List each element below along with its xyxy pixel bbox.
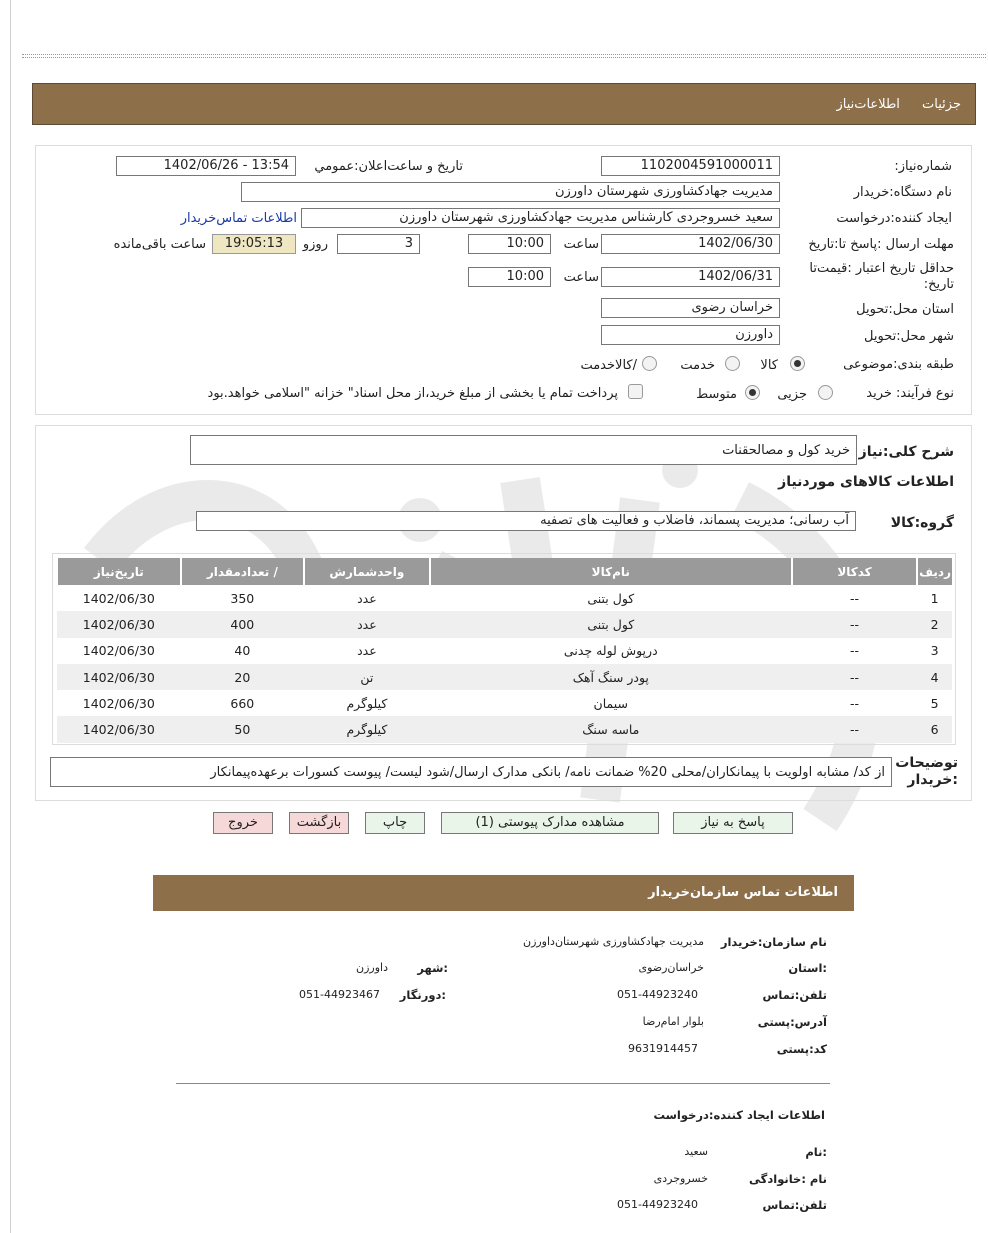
creator-family-label: نام :خانوادگی (749, 1172, 827, 1186)
address-label: آدرس:پستی (757, 1015, 827, 1029)
cell-code: -- (792, 611, 917, 637)
deadline-label: مهلت ارسال :پاسخ تا:تاریخ (808, 237, 954, 252)
process-medium-label: متوسط (696, 387, 737, 402)
table-row (57, 716, 952, 742)
reply-button[interactable]: پاسخ به نیاز (673, 812, 793, 834)
fax-value: 051-44923467 (299, 988, 380, 1001)
left-border-line (10, 0, 11, 1233)
cell-code: -- (792, 664, 917, 690)
remaining-label: ساعت باقی‌مانده (113, 237, 206, 252)
group-field: آب رسانی؛ مدیریت پسماند، فاضلاب و فعالیت های تصفیه (196, 511, 856, 531)
header-details-tab[interactable]: جزئیات (922, 97, 961, 112)
creator-label: ایجاد کننده:درخواست (836, 211, 952, 226)
category-service-label: خدمت (680, 358, 715, 373)
fax-label: :دورنگار (399, 988, 446, 1002)
header-info-tab[interactable]: اطلاعات‌نیاز (836, 97, 900, 112)
phone-value: 051-44923240 (617, 988, 698, 1001)
process-small-label: جزیی (777, 387, 807, 402)
category-both-radio[interactable] (642, 356, 657, 371)
notes-field: از کد/ مشابه اولویت با پیمانکاران/محلی 20% ضمانت نامه/ بانکی مدارک ارسال/شود لیست/ پیوست کسورات برعهده‌پیمانکار (50, 757, 892, 787)
city-contact-label: :شهر (417, 961, 448, 975)
province-contact-label: :استان (788, 961, 827, 975)
city-label: شهر محل:تحویل (864, 329, 954, 344)
cell-unit: کیلوگرم (304, 716, 430, 742)
notes-label: توضیحات :خریدار (895, 755, 958, 788)
process-small-radio[interactable] (818, 385, 833, 400)
process-label: نوع فرآیند: خرید (866, 386, 954, 401)
table-row (57, 690, 952, 716)
cell-date: 1402/06/30 (57, 690, 181, 716)
table-row (57, 664, 952, 690)
cell-date: 1402/06/30 (57, 716, 181, 742)
cell-qty: 40 (181, 638, 305, 664)
exit-button[interactable]: خروج (213, 812, 273, 834)
print-button[interactable]: چاپ (365, 812, 425, 834)
deadline-date-field: 1402/06/30 (601, 234, 780, 254)
table-row (57, 638, 952, 664)
category-service-radio[interactable] (725, 356, 740, 371)
cell-row: 5 (917, 690, 952, 716)
cell-unit: کیلوگرم (304, 690, 430, 716)
validity-time-field: 10:00 (468, 267, 551, 287)
cell-row: 1 (917, 585, 952, 611)
creator-field: سعید خسروجردی کارشناس مدیریت جهادکشاورزی شهرستان داورزن (301, 208, 780, 228)
cell-date: 1402/06/30 (57, 611, 181, 637)
org-value: مدیریت جهادکشاورزی شهرستان‌داورزن (522, 935, 704, 948)
cell-row: 3 (917, 638, 952, 664)
category-both-label: /کالاخدمت (580, 358, 637, 373)
remaining-time: 19:05:13 (212, 234, 296, 254)
cell-name: سیمان (430, 690, 792, 716)
goods-info-title: اطلاعات کالاهای موردنیاز (778, 474, 954, 490)
col-code: کدکالا (792, 558, 917, 585)
category-goods-label: کالا (760, 358, 778, 373)
dotted-separator (22, 54, 986, 58)
cell-unit: عدد (304, 585, 430, 611)
table-header-row (57, 558, 952, 585)
validity-time-label: ساعت (563, 270, 599, 285)
cell-name: ماسه سنگ (430, 716, 792, 742)
validity-label: حداقل تاریخ اعتبار :قیمت‌تا تاریخ: (809, 261, 954, 292)
province-contact-value: خراسان‌رضوی (638, 961, 704, 974)
need-number-label: شماره‌نیاز: (894, 159, 952, 174)
table-row (57, 585, 952, 611)
postal-label: کد:پستی (776, 1042, 827, 1056)
cell-date: 1402/06/30 (57, 664, 181, 690)
section-divider (176, 1083, 830, 1084)
cell-unit: عدد (304, 611, 430, 637)
city-contact-value: داورزن (356, 961, 388, 974)
deadline-time-label: ساعت (563, 237, 599, 252)
postal-value: 9631914457 (628, 1042, 698, 1055)
table-row (57, 611, 952, 637)
days-field: 3 (337, 234, 420, 254)
cell-qty: 50 (181, 716, 305, 742)
back-button[interactable]: بازگشت (289, 812, 349, 834)
contact-section-title: اطلاعات تماس سازمان‌خریدار (153, 875, 854, 911)
page-header-bar (32, 83, 976, 125)
province-label: استان محل:تحویل (856, 302, 954, 317)
cell-name: پودر سنگ آهک (430, 664, 792, 690)
announce-label: تاریخ و ساعت‌اعلان‌:عمومي (314, 159, 463, 174)
treasury-note: پرداخت تمام یا بخشی از مبلغ خرید،از محل اسناد" خزانه "اسلامی خواهد.بود (207, 386, 618, 401)
col-row: ردیف (917, 558, 952, 585)
cell-unit: عدد (304, 638, 430, 664)
buyer-field: مدیریت جهادکشاورزی شهرستان داورزن (241, 182, 780, 202)
org-label: نام سازمان:خریدار (720, 935, 827, 949)
col-name: نام‌کالا (430, 558, 792, 585)
treasury-checkbox[interactable] (628, 384, 643, 399)
cell-name: کول بتنی (430, 585, 792, 611)
cell-name: کول بتنی (430, 611, 792, 637)
phone-label: تلفن:تماس (762, 988, 827, 1002)
cell-code: -- (792, 716, 917, 742)
items-table (56, 558, 952, 743)
cell-name: درپوش لوله چدنی (430, 638, 792, 664)
cell-date: 1402/06/30 (57, 638, 181, 664)
buyer-label: نام دستگاه:خریدار (853, 185, 952, 200)
creator-phone-value: 051-44923240 (617, 1198, 698, 1211)
province-field: خراسان رضوی (601, 298, 780, 318)
cell-row: 4 (917, 664, 952, 690)
col-qty: / تعدادمقدار (181, 558, 305, 585)
summary-field: خرید کول و مصالحقنات (190, 435, 857, 465)
need-number-field: 1102004591000011 (601, 156, 780, 176)
cell-qty: 660 (181, 690, 305, 716)
group-label: گروه:کالا (890, 515, 954, 531)
cell-code: -- (792, 585, 917, 611)
cell-row: 2 (917, 611, 952, 637)
cell-code: -- (792, 638, 917, 664)
buyer-contact-link[interactable]: اطلاعات تماس‌خریدار (180, 211, 297, 226)
process-medium-radio[interactable] (745, 385, 760, 400)
creator-info-title: اطلاعات ایجاد کننده:درخواست (653, 1108, 825, 1122)
address-value: بلوار امام‌رضا (642, 1015, 704, 1028)
cell-row: 6 (917, 716, 952, 742)
attachments-button[interactable]: مشاهده مدارک پیوستی (1) (441, 812, 659, 834)
category-goods-radio[interactable] (790, 356, 805, 371)
col-date: تاریخ‌نیاز (57, 558, 181, 585)
summary-label: شرح کلی:نیاز (858, 444, 954, 460)
category-label: طبقه بندی:موضوعی (843, 357, 954, 372)
cell-date: 1402/06/30 (57, 585, 181, 611)
cell-qty: 350 (181, 585, 305, 611)
creator-name-value: سعید (684, 1145, 708, 1158)
days-label: روزو (302, 237, 328, 252)
city-field: داورزن (601, 325, 780, 345)
cell-qty: 20 (181, 664, 305, 690)
announce-field: 1402/06/26 - 13:54 (116, 156, 296, 176)
cell-unit: تن (304, 664, 430, 690)
validity-date-field: 1402/06/31 (601, 267, 780, 287)
creator-family-value: خسروجردی (653, 1172, 708, 1185)
creator-phone-label: تلفن:تماس (762, 1198, 827, 1212)
creator-name-label: :نام (805, 1145, 827, 1159)
col-unit: واحدشمارش (304, 558, 430, 585)
cell-qty: 400 (181, 611, 305, 637)
deadline-time-field: 10:00 (468, 234, 551, 254)
cell-code: -- (792, 690, 917, 716)
